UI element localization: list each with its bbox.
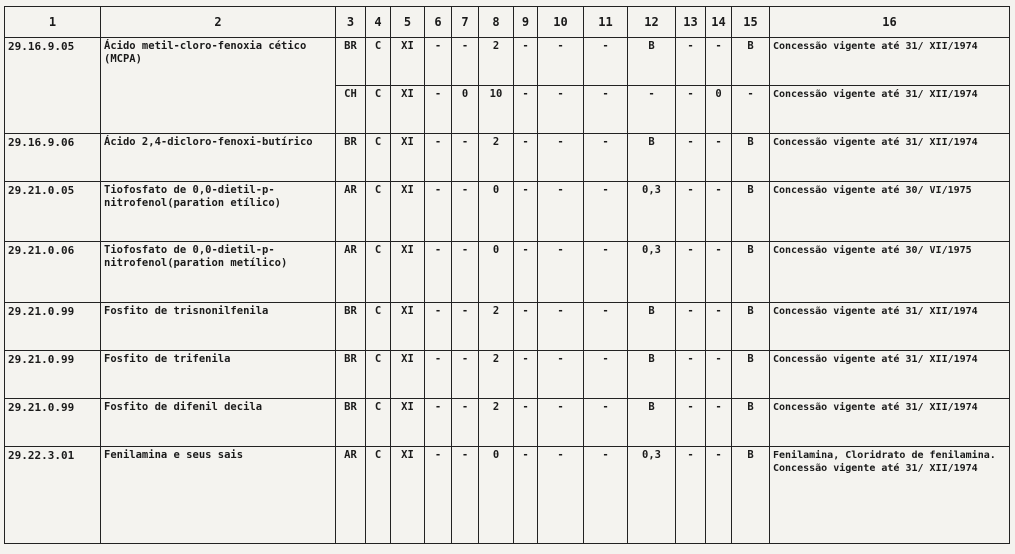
column-10-cell: - [538,134,584,182]
column-15-cell: B [732,350,770,398]
column-12-cell: B [628,302,676,350]
column-8-cell: 0 [479,182,514,242]
column-9-cell: - [514,446,538,543]
column-8-cell: 2 [479,302,514,350]
column-header-13: 13 [676,7,706,38]
column-13-cell: - [676,242,706,302]
table-body [5,38,1010,544]
column-11-cell: - [584,350,628,398]
column-10-cell: - [538,182,584,242]
column-4-cell: C [366,302,391,350]
column-5-cell: XI [391,302,425,350]
column-3-cell: CH [336,86,366,134]
tariff-code-cell: 29.16.9.06 [5,134,101,182]
column-8-cell: 0 [479,446,514,543]
tariff-code-cell: 29.21.0.99 [5,302,101,350]
column-11-cell: - [584,446,628,543]
table-row [5,134,1010,182]
column-8-cell: 2 [479,350,514,398]
column-7-cell: 0 [452,86,479,134]
column-4-cell: C [366,134,391,182]
column-3-cell: BR [336,398,366,446]
column-9-cell: - [514,350,538,398]
column-3-cell: AR [336,242,366,302]
tariff-code-cell: 29.21.0.05 [5,182,101,242]
column-header-9: 9 [514,7,538,38]
column-5-cell: XI [391,182,425,242]
column-12-cell: 0,3 [628,242,676,302]
column-15-cell: B [732,446,770,543]
table-row [5,350,1010,398]
column-15-cell: B [732,134,770,182]
column-4-cell: C [366,86,391,134]
column-header-12: 12 [628,7,676,38]
column-8-cell: 10 [479,86,514,134]
column-7-cell: - [452,134,479,182]
column-13-cell: - [676,302,706,350]
table-row [5,182,1010,242]
column-12-cell: B [628,134,676,182]
concession-note-cell: Concessão vigente até 31/ XII/1974 [770,302,1010,350]
column-header-4: 4 [366,7,391,38]
concession-note-cell: Concessão vigente até 31/ XII/1974 [770,134,1010,182]
column-13-cell: - [676,398,706,446]
column-15-cell: B [732,398,770,446]
column-header-2: 2 [101,7,336,38]
column-5-cell: XI [391,86,425,134]
column-10-cell: - [538,86,584,134]
column-14-cell: - [706,350,732,398]
column-header-6: 6 [425,7,452,38]
concession-note-cell: Fenilamina, Cloridrato de fenilamina. Concessão vigente até 31/ XII/1974 [770,446,1010,543]
column-6-cell: - [425,86,452,134]
column-3-cell: BR [336,302,366,350]
column-14-cell: - [706,134,732,182]
column-11-cell: - [584,242,628,302]
column-13-cell: - [676,350,706,398]
column-11-cell: - [584,134,628,182]
column-12-cell: B [628,398,676,446]
column-7-cell: - [452,350,479,398]
column-14-cell: - [706,302,732,350]
column-9-cell: - [514,302,538,350]
column-12-cell: 0,3 [628,446,676,543]
column-6-cell: - [425,134,452,182]
column-7-cell: - [452,302,479,350]
column-13-cell: - [676,86,706,134]
column-15-cell: B [732,38,770,86]
column-8-cell: 2 [479,38,514,86]
table-row [5,38,1010,86]
column-11-cell: - [584,86,628,134]
table-row [5,446,1010,543]
column-10-cell: - [538,350,584,398]
table-row [5,242,1010,302]
column-3-cell: AR [336,182,366,242]
column-15-cell: B [732,182,770,242]
table-row [5,302,1010,350]
column-header-15: 15 [732,7,770,38]
column-13-cell: - [676,446,706,543]
column-14-cell: - [706,446,732,543]
column-6-cell: - [425,302,452,350]
column-header-8: 8 [479,7,514,38]
column-9-cell: - [514,38,538,86]
concession-note-cell: Concessão vigente até 31/ XII/1974 [770,86,1010,134]
product-description-cell: Fosfito de difenil decila [101,398,336,446]
column-11-cell: - [584,398,628,446]
column-7-cell: - [452,38,479,86]
column-6-cell: - [425,446,452,543]
column-12-cell: - [628,86,676,134]
column-3-cell: BR [336,134,366,182]
column-4-cell: C [366,242,391,302]
tariff-code-cell: 29.16.9.05 [5,38,101,134]
column-14-cell: - [706,38,732,86]
column-14-cell: - [706,182,732,242]
product-description-cell: Ácido metil-cloro-fenoxia cético (MCPA) [101,38,336,134]
column-10-cell: - [538,242,584,302]
product-description-cell: Ácido 2,4-dicloro-fenoxi-butírico [101,134,336,182]
column-5-cell: XI [391,242,425,302]
column-5-cell: XI [391,350,425,398]
column-10-cell: - [538,446,584,543]
column-11-cell: - [584,182,628,242]
column-7-cell: - [452,182,479,242]
tariff-code-cell: 29.21.0.99 [5,398,101,446]
column-10-cell: - [538,398,584,446]
column-12-cell: B [628,350,676,398]
tariff-code-cell: 29.21.0.06 [5,242,101,302]
column-header-5: 5 [391,7,425,38]
tariff-code-cell: 29.21.0.99 [5,350,101,398]
column-header-10: 10 [538,7,584,38]
tariff-table [4,6,1010,544]
column-7-cell: - [452,446,479,543]
tariff-code-cell: 29.22.3.01 [5,446,101,543]
column-11-cell: - [584,38,628,86]
column-9-cell: - [514,398,538,446]
column-7-cell: - [452,242,479,302]
column-9-cell: - [514,86,538,134]
column-5-cell: XI [391,134,425,182]
column-12-cell: 0,3 [628,182,676,242]
column-13-cell: - [676,134,706,182]
column-13-cell: - [676,182,706,242]
column-13-cell: - [676,38,706,86]
product-description-cell: Fosfito de trisnonilfenila [101,302,336,350]
column-6-cell: - [425,182,452,242]
column-6-cell: - [425,242,452,302]
product-description-cell: Fosfito de trifenila [101,350,336,398]
product-description-cell: Fenilamina e seus sais [101,446,336,543]
column-12-cell: B [628,38,676,86]
product-description-cell: Tiofosfato de 0,0-dietil-p-nitrofenol(paration metílico) [101,242,336,302]
column-header-11: 11 [584,7,628,38]
column-header-1: 1 [5,7,101,38]
concession-note-cell: Concessão vigente até 31/ XII/1974 [770,38,1010,86]
column-3-cell: BR [336,38,366,86]
column-header-3: 3 [336,7,366,38]
column-4-cell: C [366,446,391,543]
table-row [5,398,1010,446]
column-5-cell: XI [391,398,425,446]
column-14-cell: 0 [706,86,732,134]
concession-note-cell: Concessão vigente até 31/ XII/1974 [770,398,1010,446]
column-6-cell: - [425,38,452,86]
column-6-cell: - [425,398,452,446]
column-15-cell: - [732,86,770,134]
column-8-cell: 2 [479,134,514,182]
column-9-cell: - [514,182,538,242]
header-row [5,7,1010,38]
column-header-7: 7 [452,7,479,38]
column-header-16: 16 [770,7,1010,38]
column-5-cell: XI [391,38,425,86]
column-8-cell: 0 [479,242,514,302]
column-14-cell: - [706,398,732,446]
column-9-cell: - [514,134,538,182]
column-9-cell: - [514,242,538,302]
column-4-cell: C [366,398,391,446]
column-10-cell: - [538,302,584,350]
column-10-cell: - [538,38,584,86]
concession-note-cell: Concessão vigente até 31/ XII/1974 [770,350,1010,398]
column-7-cell: - [452,398,479,446]
column-6-cell: - [425,350,452,398]
column-3-cell: AR [336,446,366,543]
column-4-cell: C [366,350,391,398]
column-15-cell: B [732,302,770,350]
column-5-cell: XI [391,446,425,543]
column-8-cell: 2 [479,398,514,446]
column-15-cell: B [732,242,770,302]
concession-note-cell: Concessão vigente até 30/ VI/1975 [770,182,1010,242]
column-14-cell: - [706,242,732,302]
product-description-cell: Tiofosfato de 0,0-dietil-p-nitrofenol(paration etílico) [101,182,336,242]
column-11-cell: - [584,302,628,350]
column-4-cell: C [366,38,391,86]
concession-note-cell: Concessão vigente até 30/ VI/1975 [770,242,1010,302]
column-4-cell: C [366,182,391,242]
column-3-cell: BR [336,350,366,398]
column-header-14: 14 [706,7,732,38]
